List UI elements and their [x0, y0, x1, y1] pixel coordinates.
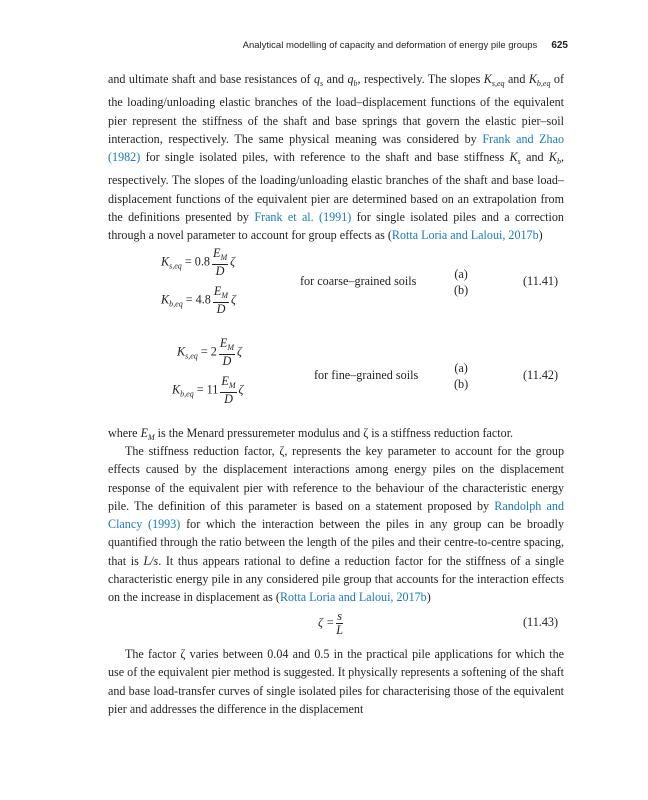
equation-11-41-condition: for coarse–grained soils [300, 274, 417, 288]
equation-11-42-labels: (a) (b) [454, 361, 469, 391]
equation-11-41a: $K_{s,eq} = 0.8$ $\frac{E_M}{D}$ ζ [161, 246, 236, 278]
equation-11-41b: $K_{b,eq} = 4.8$ $\frac{E_M}{D}$ ζ [161, 284, 236, 316]
equation-number-11-43: (11.43) [523, 615, 559, 629]
citation-frank-1991[interactable]: Frank et al. (1991) [254, 210, 352, 225]
equation-number-11-41: (11.41) [523, 274, 559, 288]
citation-rotta-loria-2017b[interactable]: Rotta Loria and Laloui, 2017b [391, 228, 539, 243]
equation-number-11-42: (11.42) [523, 368, 559, 382]
citation-rotta-loria-2017b-second[interactable]: Rotta Loria and Laloui, 2017b [279, 590, 427, 605]
citation-randolph-clancy-1993[interactable]: Randolph and Clancy (1993) [108, 498, 565, 532]
paragraph-3: The stiffness reduction factor, ζ, represents the key parameter to account for the group effects caused by the displacement interactions among energy piles on the displacement response of the equivalent pier with reference to the behaviour of the characteristic energy pile. The definition of this parameter is based on a statement proposed by Randolph and Clancy (1993) for which the interaction between the piles in any group can be broadly quantified through the ratio between the length of the piles and their centre-to-centre spacing, that is L/s. It thus appears rational to define a reduction factor for the stiffness of a single characteristic energy pile in any considered pile group that accounts for the interaction effects on the increase in displacement as (Rotta Loria and Laloui, 2017b) [108, 444, 565, 605]
paragraph-2: where $E_M$ is the Menard pressuremeter modulus and ζ is a stiffness reduction factor. [108, 426, 514, 442]
paragraph-4: The factor ζ varies between 0.04 and 0.5 in the practical pile applications for which the use of the equivalent pier method is suggested. It physically represents a softening of the shaft and base load-transfer curves of single isolated piles for characterising those of the equivalent pier and addresses the difference in the displacement [108, 647, 564, 716]
page-number: 625 [551, 40, 568, 51]
running-header [0, 40, 568, 51]
equation-11-43: ζ = $\frac{s}{L}$ [318, 609, 343, 637]
equation-11-42b: $K_{b,eq} = 11$ $\frac{E_M}{D}$ ζ [172, 374, 244, 406]
paragraph-1: and ultimate shaft and base resistances of $q_s$ and $q_b$, respectively. The slopes $K_{s,eq}$ and $K_{b,eq}$ of the loading/unloading elastic branches of the load–displacement functions of the equivalent pier represent the stiffness of the shaft and base springs that govern the elastic pier–soil interaction, respectively. The same physical meaning was considered by Frank and Zhao (1982) for single isolated piles, with reference to the shaft and base stiffness $K_s$ and $K_b$, respectively. The slopes of the loading/unloading elastic branches of the shaft and base load–displacement functions of the equivalent pier are determined based on an extrapolation from the definitions presented by Frank et al. (1991) for single isolated piles and a correction through a novel parameter to account for group effects as (Rotta Loria and Laloui, 2017b) [108, 72, 565, 243]
equation-11-41-labels: (a) (b) [454, 267, 469, 297]
running-title: Analytical modelling of capacity and deformation of energy pile groups [242, 40, 538, 51]
equation-11-42-condition: for fine–grained soils [314, 368, 419, 382]
equation-11-42a: $K_{s,eq} = 2$ $\frac{E_M}{D}$ ζ [177, 336, 242, 368]
citation-frank-zhao-1982[interactable]: Frank and Zhao (1982) [108, 131, 565, 165]
